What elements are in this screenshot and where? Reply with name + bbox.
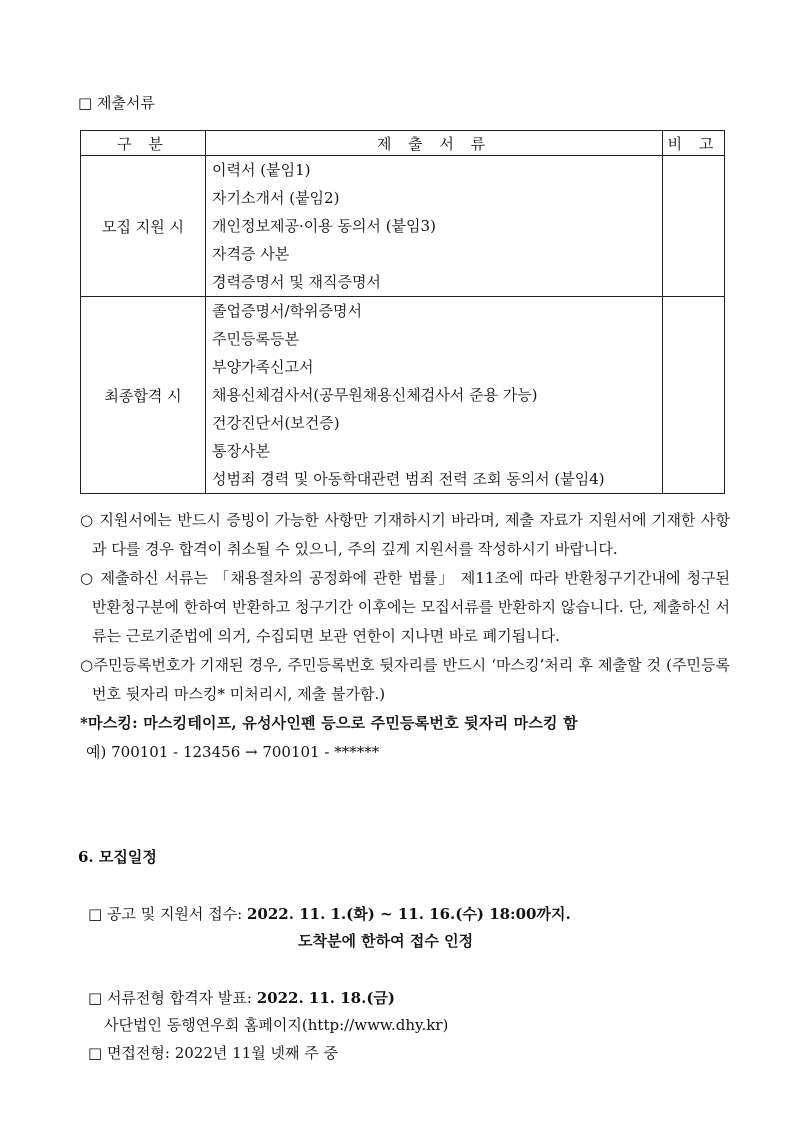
list-item: 성범죄 경력 및 아동학대관련 범죄 전력 조회 동의서 (붙임4) [212, 470, 605, 488]
list-item: 부양가족신고서 [212, 358, 314, 376]
list-item: 채용신체검사서(공무원채용신체검사서 준용 가능) [212, 386, 538, 404]
row-category: 최종합격 시 [81, 297, 206, 494]
table-row [81, 156, 725, 297]
note-accuracy: ○ 지원서에는 반드시 증빙이 가능한 사항만 기재하시기 바라며, 제출 자료가 지원서에 기재한 사항과 다를 경우 합격이 취소될 수 있으니, 주의 깊게 지원서를 작성하시기 바랍니다. [80, 511, 730, 558]
row-documents [206, 156, 663, 297]
list-item: 이력서 (붙임1) [212, 161, 311, 179]
table-header-row [81, 131, 725, 156]
masking-example: 예) 700101 - 123456 → 700101 - ****** [86, 743, 380, 761]
application-dates: 2022. 11. 1.(화) ~ 11. 16.(수) 18:00까지. [247, 905, 571, 923]
header-category: 구 분 [81, 131, 206, 156]
row-category: 모집 지원 시 [81, 156, 206, 297]
document-result [88, 987, 395, 1008]
row-documents [206, 297, 663, 494]
application-note: 도착분에 한하여 접수 인정 [298, 932, 474, 950]
schedule-heading: 6. 모집일정 [78, 848, 157, 866]
list-item: 경력증명서 및 재직증명서 [212, 273, 381, 291]
list-item: 주민등록등본 [212, 330, 299, 348]
list-item: 자기소개서 (붙임2) [212, 189, 340, 207]
document-result-website: 사단법인 동행연우회 홈페이지(http://www.dhy.kr) [104, 1016, 449, 1034]
list-item: 통장사본 [212, 442, 270, 460]
note-masking: ○주민등록번호가 기재된 경우, 주민등록번호 뒷자리를 반드시 ‘마스킹’처리 후 제출할 것 (주민등록번호 뒷자리 마스킹* 미처리시, 제출 불가함.) [80, 656, 730, 703]
table-row [81, 297, 725, 494]
row-remarks [663, 297, 725, 494]
documents-table [80, 130, 725, 494]
row-remarks [663, 156, 725, 297]
note-document-return: ○ 제출하신 서류는 「채용절차의 공정화에 관한 법률」 제11조에 따라 반환청구기간내에 청구된 반환청구분에 한하여 반환하고 청구기간 이후에는 모집서류를 반환하지 않습니다. 단, 제출하신 서류는 근로기준법에 의거, 수집되면 보관 연한이 지나면 바로 폐기됩니다. [80, 569, 730, 645]
section-title: □ 제출서류 [78, 94, 155, 112]
notes-section [80, 506, 730, 767]
masking-definition: *마스킹: 마스킹테이프, 유성사인펜 등으로 주민등록번호 뒷자리 마스킹 함 [80, 714, 578, 732]
document-result-date: 2022. 11. 18.(금) [256, 989, 396, 1007]
list-item: 졸업증명서/학위증명서 [212, 302, 362, 320]
list-item: 자격증 사본 [212, 245, 290, 263]
application-label: □ 공고 및 지원서 접수: [88, 905, 247, 923]
interview-schedule: □ 면접전형: 2022년 11월 넷째 주 중 [88, 1044, 338, 1062]
list-item: 건강진단서(보건증) [212, 414, 340, 432]
header-documents: 제 출 서 류 [206, 131, 663, 156]
application-period [88, 903, 571, 924]
header-remarks: 비 고 [663, 131, 725, 156]
list-item: 개인정보제공·이용 동의서 (붙임3) [212, 217, 436, 235]
document-result-label: □ 서류전형 합격자 발표: [88, 989, 257, 1007]
